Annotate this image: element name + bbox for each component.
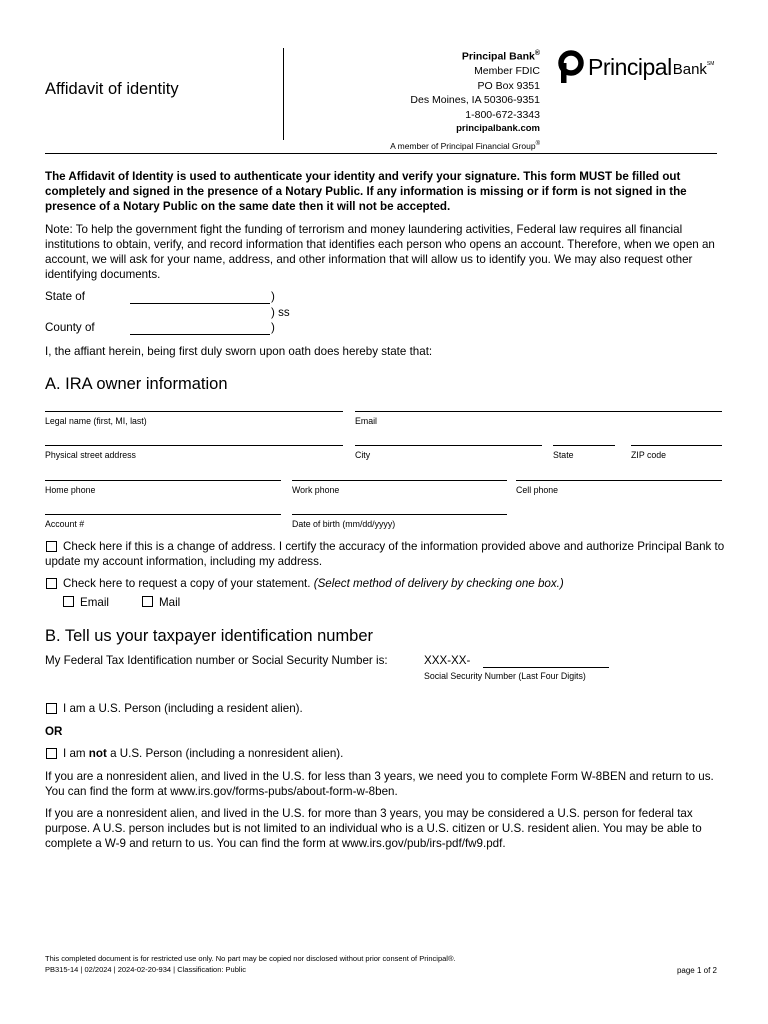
header-rule [45, 153, 717, 154]
ssn-prefix: XXX-XX- [424, 654, 471, 667]
home-phone-field[interactable] [45, 480, 281, 481]
bank-city: Des Moines, IA 50306-9351 [410, 94, 540, 106]
mail-delivery-label: Mail [159, 596, 181, 609]
state-field[interactable] [553, 445, 615, 446]
ssn-last-four-field[interactable] [483, 667, 609, 668]
work-phone-label: Work phone [292, 485, 340, 495]
intro-bold-text: The Affidavit of Identity is used to authenticate your identity and verify your signature. This form MUST be filled out completely and signed in the presence of a Notary Public. If any information is missing or if form is not signed in the presence of a Notary Public on the same date then it will not be accepted. [45, 170, 687, 213]
document-title: Affidavit of identity [45, 80, 179, 98]
cell-phone-field[interactable] [516, 480, 722, 481]
restricted-notice: This completed document is for restricted use only. No part may be copied nor disclosed without prior consent of Principal®. [45, 954, 456, 963]
statement-copy-text: Check here to request a copy of your statement. (Select method of delivery by checking one box.) [63, 577, 564, 590]
mail-delivery-checkbox[interactable] [142, 596, 153, 607]
legal-name-label: Legal name (first, MI, last) [45, 416, 147, 426]
bank-po-box: PO Box 9351 [477, 79, 540, 92]
county-of-label: County of [45, 321, 95, 334]
not-us-person-label: I am not a U.S. Person (including a nonresident alien). [63, 747, 344, 760]
email-delivery-label: Email [80, 596, 109, 609]
bank-website[interactable]: principalbank.com [456, 123, 540, 134]
not-us-person-checkbox[interactable] [46, 748, 57, 759]
ssn-last-four-label: Social Security Number (Last Four Digits) [424, 671, 586, 681]
bank-phone: 1-800-672-3343 [465, 108, 540, 121]
email-delivery-checkbox[interactable] [63, 596, 74, 607]
footer-block [45, 953, 456, 975]
account-field[interactable] [45, 514, 281, 515]
legal-name-field[interactable] [45, 411, 343, 412]
home-phone-label: Home phone [45, 485, 96, 495]
intro-note-text: Note: To help the government fight the funding of terrorism and money laundering activities, Federal law requires all financial institutions to obtain, verify, and record information that identifies each person who opens an account. Therefore, when we open an account, we will ask for your name, address, and other information that will allow us to identify you. We may also request other identifying documents. [45, 223, 715, 281]
change-address-text: Check here if this is a change of address. I certify the accuracy of the information provided above and authorize Principal Bank to update my account information, including my address. [45, 540, 725, 568]
affiant-oath: I, the affiant herein, being first duly sworn upon oath does hereby state that: [45, 345, 433, 358]
ss-label: ) ss [271, 306, 290, 319]
city-field[interactable] [355, 445, 542, 446]
page-number: page 1 of 2 [676, 966, 717, 975]
state-of-label: State of [45, 290, 85, 303]
zip-label: ZIP code [631, 450, 667, 460]
dob-field[interactable] [292, 514, 507, 515]
bank-member-of: A member of Principal Financial Group® [390, 140, 540, 151]
state-of-field[interactable] [130, 303, 270, 304]
county-of-field[interactable] [130, 334, 270, 335]
logo-bank-word: Bank℠ [672, 60, 715, 78]
account-label: Account # [45, 519, 85, 529]
bank-name: Principal Bank® [461, 50, 540, 63]
county-paren: ) [271, 321, 275, 334]
principal-logo-icon [558, 50, 584, 84]
tin-text: My Federal Tax Identification number or Social Security Number is: [45, 654, 388, 667]
street-field[interactable] [45, 445, 343, 446]
w9-paragraph: If you are a nonresident alien, and lived in the U.S. for more than 3 years, you may be considered a U.S. person for federal tax purpose. A U.S. person includes but is not limited to an individual who is a U.S. citizen or U.S. resident alien. You may be able to complete a W-9 and return to us. You can find the form at www.irs.gov/pub/irs-pdf/fw9.pdf. [45, 807, 702, 850]
w8ben-paragraph: If you are a nonresident alien, and lived in the U.S. for less than 3 years, we need you to complete Form W-8BEN and return to us. You can find the form at www.irs.gov/forms-pubs/about-form-w-8ben. [45, 770, 714, 798]
work-phone-field[interactable] [292, 480, 507, 481]
us-person-checkbox[interactable] [46, 703, 57, 714]
statement-copy-checkbox[interactable] [46, 578, 57, 589]
cell-phone-label: Cell phone [516, 485, 559, 495]
email-field[interactable] [355, 411, 722, 412]
state-paren: ) [271, 290, 275, 303]
email-label: Email [355, 416, 377, 426]
section-b-heading: B. Tell us your taxpayer identification number [45, 627, 374, 645]
form-identifier: PB315-14 | 02/2024 | 2024-02-20-934 | Classification: Public [45, 965, 246, 974]
state-label: State [553, 450, 574, 460]
us-person-label: I am a U.S. Person (including a resident alien). [63, 702, 303, 715]
dob-label: Date of birth (mm/dd/yyyy) [292, 519, 396, 529]
city-label: City [355, 450, 371, 460]
bank-member: Member FDIC [474, 65, 540, 77]
street-label: Physical street address [45, 450, 136, 460]
section-a-heading: A. IRA owner information [45, 375, 228, 393]
or-label: OR [45, 725, 63, 738]
logo-wordmark: Principal [588, 53, 672, 80]
bank-contact-block [390, 47, 540, 153]
zip-field[interactable] [631, 445, 722, 446]
principal-bank-logo [558, 49, 714, 85]
header-divider [283, 48, 284, 140]
